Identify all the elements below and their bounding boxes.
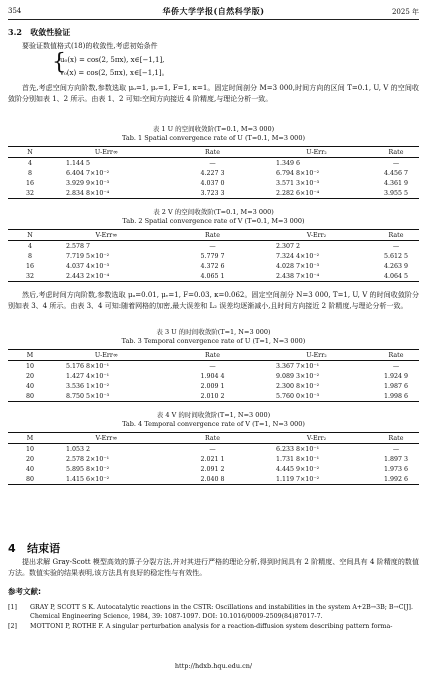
table-cell: 4.263 9 [383,262,409,270]
table-cell: 1.924 9 [383,372,409,380]
table-row [8,168,419,178]
table-cell: 80 [25,392,34,400]
equation-v0: v₀(x) = cos(2, 5πx), x∈[−1,1]。 [60,69,169,77]
column-header: Rate [205,231,220,239]
equation-brace: { [52,50,66,75]
table-cell: 1.427 4×10⁻¹ [66,372,110,380]
table-cell: 16 [25,262,34,270]
column-header: Rate [205,434,220,442]
spatial-order-paragraph: 首先,考虑空间方向阶数,参数选取 μᵤ=1, μᵥ=1, F=1, κ=1。固定时间剖分 M=3 000,时间方向的区间 T=0.1, U, V 的空间收敛阶分别如表 1、2 所示。由表 1、2 可知:空间方向接近 4 阶精度,与理论分析一致。 [8,84,419,103]
table-cell: 8 [27,169,32,177]
header-rule [8,19,419,20]
journal-url[interactable]: http://hdxb.hqu.edu.cn/ [174,662,253,670]
reference-number: [2] [8,623,17,630]
table-cell: 4.037 4×10⁻³ [66,262,110,270]
reference-item [8,622,419,631]
section-number: 3.2 [8,27,22,37]
table-3 [8,349,419,402]
table-header-row [8,350,419,361]
conclusion-number: 4 [8,542,16,555]
conclusion-paragraph: 提出求解 Gray-Scott 模型高效的算子分裂方法,并对其进行严格的理论分析,得到时间具有 2 阶精度、空间具有 4 阶精度的数值方法。数值实验的结果表明,该方法具有良好的稳定性与有效性。 [8,558,419,577]
reference-number: [1] [8,604,17,611]
column-header: Rate [388,351,404,359]
table-4 [8,432,419,485]
table-cell: 7.719 5×10⁻² [66,252,110,260]
table-cell: 4.227 3 [200,169,225,177]
table-cell: 2.021 1 [200,455,225,463]
table-cell: 4.445 9×10⁻² [276,465,320,473]
table-row [8,158,419,169]
table-cell: 1.053 2 [66,445,91,453]
table-cell: 2.443 2×10⁻⁴ [66,272,110,280]
table4-caption-en: Tab. 4 Temporal convergence rate of V (T=1, N=3 000) [122,420,305,428]
table-cell: 4.064 5 [383,272,409,280]
table-cell: 2.009 1 [200,382,225,390]
table-cell: 3.367 7×10⁻¹ [276,362,320,370]
column-header: V-Err∞ [95,434,118,442]
reference-text: MOTTONI P, ROTHE F. A singular perturbation analysis for a reaction-diffusion system describing pattern forma- [30,623,393,630]
table2-caption-en: Tab. 2 Spatial convergence rate of V (T=0.1, M=3 000) [122,217,305,225]
table-row [8,361,419,372]
table-cell: — [392,242,400,250]
table-row [8,251,419,261]
table-cell: 6.404 7×10⁻² [66,169,110,177]
reference-text: GRAY P, SCOTT S K. Autocatalytic reactions in the CSTR: Oscillations and instabilities in the system A+2B→3B; B→C[J]. Chemical Engineering Science, 1984, 39: 1087-1097. DOI: 10.1016/0009-2509(84)87017-7. [30,604,414,620]
table-cell: 1.415 6×10⁻² [66,475,110,483]
column-header: U-Err₂ [306,148,327,156]
column-header: M [26,351,34,359]
table-1 [8,146,419,199]
column-header: V-Err₂ [306,434,327,442]
table-cell: 10 [25,362,34,370]
column-header: Rate [388,231,404,239]
table-cell: 1.998 6 [383,392,409,400]
table2-caption-cn: 表 2 V 的空间收敛阶(T=0.1, M=3 000) [153,208,274,216]
table-cell: 2.040 8 [200,475,225,483]
table-cell: 8 [27,252,32,260]
table-row [8,371,419,381]
table-row [8,391,419,402]
table-cell: — [209,159,216,167]
table-cell: — [392,445,400,453]
table-cell: 40 [25,465,34,473]
table-cell: 2.834 8×10⁻⁴ [66,189,110,197]
table-cell: 4.028 7×10⁻³ [276,262,320,270]
table-cell: 5.779 7 [200,252,225,260]
table-cell: 4 [27,159,32,167]
column-header: V-Err₂ [306,231,327,239]
table-cell: — [392,159,400,167]
table-cell: 3.536 1×10⁻² [66,382,110,390]
table-cell: 1.992 6 [383,475,409,483]
table-row [8,464,419,474]
table-cell: 32 [25,189,34,197]
table-cell: 6.794 8×10⁻² [276,169,320,177]
table-row [8,271,419,282]
table-cell: 80 [25,475,34,483]
table-cell: 10 [25,445,34,453]
intro-paragraph: 要验证数值格式(18)的收敛性,考虑初始条件 [22,42,158,50]
page-number: 354 [8,7,22,15]
table3-caption-en: Tab. 3 Temporal convergence rate of U (T=1, N=3 000) [121,337,306,345]
table-cell: 1.144 5 [66,159,91,167]
table-row [8,381,419,391]
table-row [8,178,419,188]
table4-caption-cn: 表 4 V 的时间收敛阶(T=1, N=3 000) [156,411,271,419]
table-cell: 4.361 9 [383,179,409,187]
table-cell: 4.037 0 [200,179,225,187]
table-cell: 2.282 6×10⁻⁴ [276,189,320,197]
running-header [8,4,419,18]
table-cell: 1.349 6 [276,159,301,167]
column-header: V-Err∞ [95,231,118,239]
table-cell: 1.904 4 [200,372,225,380]
table-cell: — [209,445,216,453]
table-cell: 7.324 4×10⁻² [276,252,320,260]
equation-u0: u₀(x) = cos(2, 5πx), x∈[−1,1], [60,56,165,64]
table-row [8,241,419,252]
table-cell: 8.750 5×10⁻³ [66,392,110,400]
temporal-order-paragraph: 然后,考虑时间方向阶数,参数选取 μᵤ=0.01, μᵥ=1, F=0.03, κ=0.062。固定空间剖分 N=3 000, T=1, U, V 的时间收敛阶分别如表 3、4 所示。由表 3、4 可知:随着网格的加密,最大误差和 L₂ 误差均逐渐减小,且时间方向接近 2 阶精度,与理论分析一致。 [8,291,419,310]
column-header: U-Err∞ [94,351,119,359]
table-cell: 3.723 3 [200,189,225,197]
table-cell: 5.895 8×10⁻² [66,465,110,473]
table-cell: 4.456 7 [383,169,409,177]
table-cell: 2.010 2 [200,392,225,400]
table-header-row [8,433,419,444]
table-cell: 9.089 3×10⁻² [276,372,320,380]
table-cell: 5.612 5 [383,252,409,260]
table-cell: 2.300 8×10⁻² [276,382,320,390]
table-cell: 20 [25,372,34,380]
table-cell: 1.973 6 [383,465,409,473]
issue-year: 2025 年 [391,8,419,16]
section-heading [8,27,70,38]
table-cell: 2.091 2 [200,465,225,473]
table-cell: 3.929 9×10⁻³ [66,179,110,187]
column-header: N [27,148,33,156]
table-header-row [8,230,419,241]
column-header: Rate [388,434,404,442]
column-header: M [26,434,34,442]
table-cell: 5.176 8×10⁻¹ [66,362,110,370]
reference-item [8,603,419,621]
table-2 [8,229,419,282]
table-cell: 4.372 6 [200,262,225,270]
table-cell: 1.987 6 [383,382,409,390]
column-header: Rate [205,148,220,156]
table-cell: 1.731 8×10⁻¹ [276,455,320,463]
table-cell: 16 [25,179,34,187]
table-cell: 2.578 7 [66,242,91,250]
table-cell: — [209,242,216,250]
table1-caption-en: Tab. 1 Spatial convergence rate of U (T=0.1, M=3 000) [122,134,305,142]
table-header-row [8,147,419,158]
table-cell: 4 [27,242,32,250]
table-cell: 3.571 3×10⁻³ [276,179,320,187]
table-row [8,261,419,271]
table3-caption-cn: 表 3 U 的时间收敛阶(T=1, N=3 000) [156,328,271,336]
table-row [8,444,419,455]
table-cell: 5.760 0×10⁻³ [276,392,320,400]
column-header: Rate [388,148,404,156]
table-cell: 2.307 2 [276,242,301,250]
table-cell: 20 [25,455,34,463]
table-cell: 32 [25,272,34,280]
conclusion-title: 结束语 [27,542,61,555]
table-cell: 1.897 3 [383,455,409,463]
table-cell: 2.438 7×10⁻⁴ [276,272,320,280]
column-header: U-Err∞ [94,148,119,156]
references-heading: 参考文献: [8,587,41,596]
table-cell: 2.578 2×10⁻¹ [66,455,110,463]
table-cell: 3.955 5 [383,189,409,197]
column-header: U-Err₂ [306,351,327,359]
table-row [8,188,419,199]
journal-title: 华侨大学学报(自然科学版) [162,6,265,16]
column-header: N [27,231,33,239]
table-row [8,454,419,464]
table-cell: 6.233 8×10⁻¹ [276,445,320,453]
conclusion-heading [8,540,60,556]
table-cell: — [392,362,400,370]
table1-caption-cn: 表 1 U 的空间收敛阶(T=0.1, M=3 000) [152,125,275,133]
table-cell: 40 [25,382,34,390]
column-header: Rate [205,351,220,359]
table-cell: 1.119 7×10⁻² [276,475,320,483]
table-row [8,474,419,485]
table-cell: 4.065 1 [200,272,225,280]
section-title: 收敛性验证 [30,27,71,37]
table-cell: — [209,362,216,370]
